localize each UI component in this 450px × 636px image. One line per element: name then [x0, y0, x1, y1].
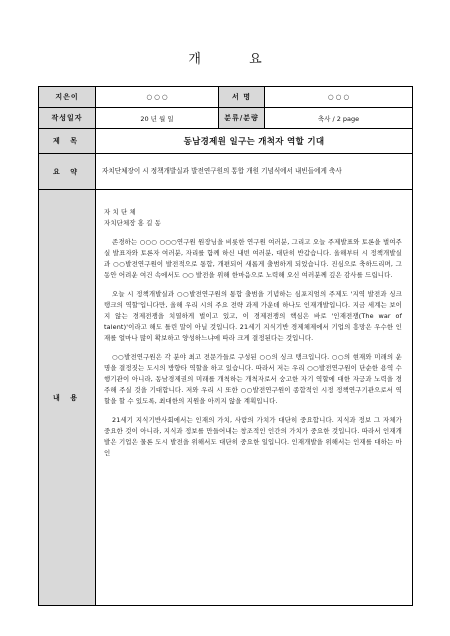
- overview-form-table: [38, 86, 413, 606]
- date-label: 작성일자: [39, 108, 96, 129]
- signature-value: ○ ○ ○: [265, 87, 413, 108]
- greeting-block: [104, 207, 402, 229]
- author-row: [39, 87, 413, 108]
- date-value: 20 년 월 일: [96, 108, 219, 129]
- author-label: 지은이: [39, 87, 96, 108]
- summary-row: [39, 154, 413, 190]
- date-row: [39, 108, 413, 129]
- content-paragraph: 오늘 시 정책개발실과 ○○발전연구원의 통합 출범을 기념하는 심포지엄의 주제도 '지역 발전과 싱크 탱크의 역할'입니다만, 올해 우리 시의 주요 전략 과제 가운데 하나도 인재개발입니다. 지금 세계는 보이지 않는 경제전쟁을 치열하게 벌이고 있고, 이 경제전쟁의 핵심은 바로 '인재전쟁(The war of talent)'이라고 해도 틀린 말이 아닐 것입니다. 21세기 지식기반 경제체제에서 기업의 흥망은 우수한 인재를 얼마나 많이 확보하고 양성하느냐에 따라 크게 결정된다는 것입니다.: [104, 290, 402, 342]
- summary-label: 요 약: [39, 154, 96, 190]
- document-title: 개 요: [188, 52, 284, 67]
- category-label: 분류/분량: [219, 108, 265, 129]
- greeting-speaker: 자치단체장 홍 길 동: [104, 219, 162, 227]
- summary-value: 자치단체장이 시 정책개발실과 발전연구원의 통합 개원 기념식에서 내빈들에게 축사: [96, 154, 413, 190]
- subject-value: 동남경제원 일구는 개척자 역할 기대: [96, 129, 413, 154]
- signature-label: 서 명: [219, 87, 265, 108]
- content-body: [96, 190, 413, 606]
- greeting-organization: 자 치 단 체: [104, 208, 136, 216]
- content-row: [39, 190, 413, 606]
- content-label: 내 용: [39, 190, 96, 606]
- subject-row: [39, 129, 413, 154]
- content-paragraph: ○○발전연구원은 각 분야 최고 전문가들로 구성된 ○○의 싱크 탱크입니다. ○○의 현재와 미래의 운명을 결정짓는 도시의 방향타 역할을 하고 있습니다. 따라서 저는 우리 ○○발전연구원이 단순한 용역 수행기관이 아니라, 동남경제권의 미래를 개척하는 개척자로서 숭고한 자기 역할에 대한 자긍과 노력을 경주해 주실 것을 기대합니다. 저와 우리 시 또한 ○○발전연구원이 종합적인 시정 정책연구기관으로서 역할을 할 수 있도록, 최대한의 지원을 아끼지 않을 계획입니다.: [104, 353, 402, 405]
- category-value: 축사 / 2 page: [265, 108, 413, 129]
- author-value: ○ ○ ○: [96, 87, 219, 108]
- subject-label: 제 목: [39, 129, 96, 154]
- content-paragraph: 존경하는 ○○○ ○○○연구원 원장님을 비롯한 연구원 여러분, 그리고 오늘 주제발표와 토론을 벌여주실 발표자와 토론자 여러분, 자리를 함께 하신 내빈 여러분, 대단히 반갑습니다. 올해부터 시 정책개발실과 ○○발전연구원이 발전적으로 통합, 개편되어 새롭게 출범하게 되었습니다. 진심으로 축하드리며, 그 동안 어려운 여건 속에서도 ○○ 발전을 위해 한마음으로 노력해 오신 여러분께 깊은 감사를 드립니다.: [104, 238, 402, 279]
- content-paragraph: 21세기 지식기반사회에서는 인재의 가치, 사람의 가치가 대단히 중요합니다. 지식과 정보 그 자체가 중요한 것이 아니라, 지식과 정보를 만들어내는 창조적인 인간의 가치가 중요한 것입니다. 따라서 인재개발은 기업은 물론 도시 발전을 위해서도 대단히 중요한 일입니다. 인재개발을 위해서는 인재를 대하는 마인: [104, 416, 402, 457]
